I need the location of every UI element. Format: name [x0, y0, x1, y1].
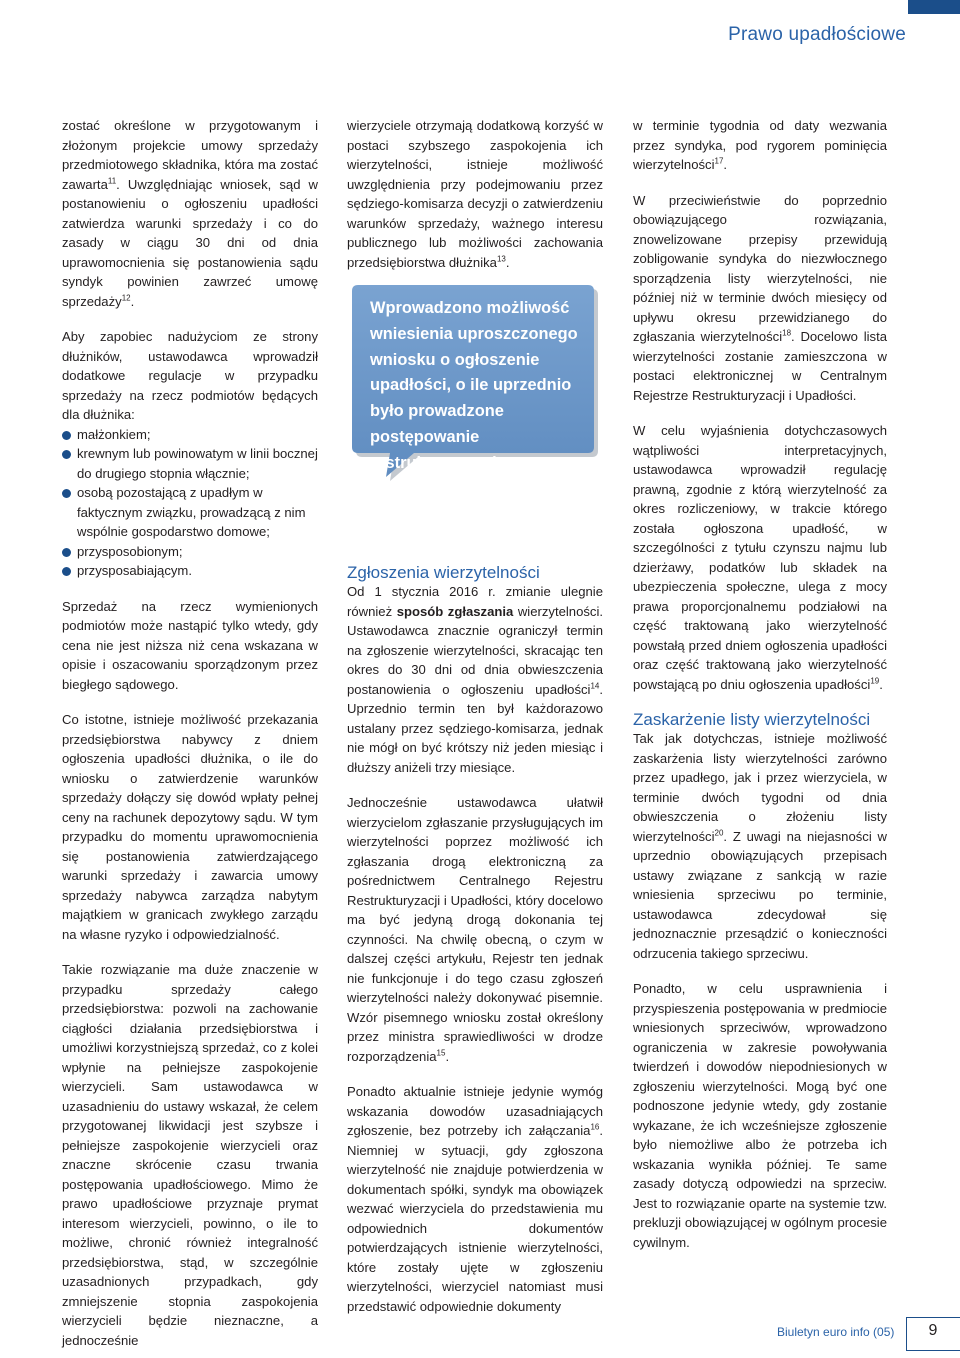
footnote-ref: 18: [782, 328, 792, 338]
footnote-ref: 19: [870, 676, 880, 686]
page-number: 9: [928, 1322, 938, 1339]
footnote-ref: 14: [590, 681, 600, 691]
footnote-ref: 16: [590, 1122, 600, 1132]
paragraph: [633, 116, 887, 175]
section-heading: Zaskarżenie listy wierzytelności: [633, 710, 871, 729]
paragraph: Ponadto, w celu usprawnienia i przyspieszenia postępowania w predmiocie wniesionych sprzeciwów, wprowadzono ograniczenia w zakresie powoływania twierdzeń i dowodów niepodniesionych w zgłoszeniu wierzytelności. Mogą być one podnoszone jedynie wtedy, gdy zostanie wykazane, że ich wcześniejsze zgłoszenie było niemożliwe albo że potrzeba ich wskazania wynikła później. Te same zasady dotyczą odpowiedzi na sprzeciw. Jest to rozwiązanie oparte na systemie tzw. prekluzji obowiązującej w ogólnym procesie cywilnym.: [633, 981, 887, 1250]
text-run: . Docelowo lista wierzytelności zostanie zamieszczona w postaci elektronicznej w Centralnym Rejestrze Restrukturyzacji i Upadłości.: [633, 329, 887, 403]
bullet-icon: [62, 450, 71, 459]
header-square: [908, 0, 960, 14]
footnote-ref: 20: [714, 828, 724, 838]
text-run: .: [723, 157, 728, 172]
list-item: [62, 425, 318, 445]
bullet-list: [62, 425, 318, 581]
text-run: . Niemniej w sytuacji, gdy zgłoszona wierzytelność nie znajduje potwierdzenia w dokumentach spółki, syndyk ma obowiązek wezwać wierzyciela do przedstawienia mu odpowiednich dokumentów potwierdzających istnienie wierzytelności, które zostały ujęte w zgłoszeniu wierzytelności, wierzyciel natomiast musi przedstawić odpowiednie dokumenty: [347, 1123, 603, 1314]
paragraph: [633, 191, 887, 406]
footnote-ref: 11: [107, 176, 117, 186]
text-run: Jednocześnie ustawodawca ułatwił wierzycielom zgłaszanie przysługujących im wierzytelności poprzez możliwość ich zgłaszania drogą elektroniczną za pośrednictwem Centralnego Rejestru Restrukturyzacji i Upadłości, który docelowo ma być jedyną drogą dokonania tej czynności. Na chwilę obecną, o czym w dalszej części artykułu, Rejestr ten jednak nie funkcjonuje i do tego czasu zgłoszeń wierzytelności należy dokonywać pisemnie. Wzór pisemnego wniosku został określony przez ministra sprawiedliwości w drodze rozporządzenia: [347, 795, 603, 1064]
footnote-ref: 12: [121, 293, 131, 303]
paragraph: Sprzedaż na rzecz wymienionych podmiotów może nastąpić tylko wtedy, gdy cena nie jest niższa niż cena wskazana w opisie i oszacowaniu sporządzonym przez biegłego sądowego.: [62, 598, 318, 692]
list-item: [62, 483, 318, 542]
paragraph: [347, 793, 603, 1066]
paragraph: [347, 1082, 603, 1316]
paragraph: Aby zapobiec nadużyciom ze strony dłużników, ustawodawca wprowadził dodatkowe regulacje w przypadku sprzedaży na rzecz podmiotów będących dla dłużnika:: [62, 329, 318, 422]
footnote-ref: 15: [436, 1048, 446, 1058]
text-run: w terminie tygodnia od daty wezwania przez syndyka, pod rygorem pominięcia wierzytelności: [633, 118, 887, 172]
column-2: [347, 116, 603, 272]
text-run: wierzyciele otrzymają dodatkową korzyść w postaci szybszego zaspokojenia ich wierzytelności, istnieje możliwość uwzględnienia przy podejmowaniu przez sędziego-komisarza decyzji o zatwierdzeniu warunków sprzedaży, ważnego interesu publicznego lub możliwości zachowania przedsiębiorstwa dłużnika: [347, 118, 603, 270]
text-run: .: [445, 1048, 450, 1064]
list-item-text: małżonkiem;: [77, 426, 151, 442]
callout-text: Wprowadzono możliwość wniesienia uproszczonego wniosku o ogłoszenie upadłości, o ile uprzednio było prowadzone postępowanie restrukturyzacyjne.: [370, 299, 578, 472]
paragraph: [347, 582, 603, 777]
text-run: W przeciwieństwie do poprzednio obowiązującego rozwiązania, znowelizowane przepisy przewidują zobligowanie syndyka do niezwłocznego sporządzenia listy wierzytelności, nie później niż w terminie dwóch miesięcy od upływu okresu przewidzianego do zgłaszania wierzytelności: [633, 192, 887, 344]
column-3: [633, 116, 887, 1252]
section-heading: Zgłoszenia wierzytelności: [347, 563, 540, 582]
text-run: Ponadto aktualnie istnieje jedynie wymóg wskazania dowodów uzasadniających zgłoszenie, bez potrzeby ich załączania: [347, 1084, 603, 1138]
text-run: Od 1 stycznia 2016 r. zmianie ulegnie również: [347, 584, 603, 619]
bullet-icon: [62, 431, 71, 440]
section-title: Prawo upadłościowe: [728, 24, 906, 45]
paragraph: [62, 116, 318, 311]
header-strip: [0, 0, 908, 14]
paragraph: [633, 421, 887, 694]
text-run: .: [505, 254, 510, 270]
publication-label: Biuletyn euro info (05): [777, 1325, 895, 1339]
text-run: .: [130, 293, 135, 309]
footnote-ref: 13: [496, 254, 506, 264]
bullet-icon: [62, 489, 71, 498]
paragraph: [347, 116, 603, 272]
list-item-text: osobą pozostającą z upadłym w faktycznym związku, prowadzącą z nim wspólnie gospodarstwo domowe;: [77, 485, 306, 539]
paragraph: Co istotne, istnieje możliwość przekazania przedsiębiorstwa nabywcy z dniem ogłoszenia upadłości dłużnika, o ile do wniosku o zatwierdzenie warunków sprzedaży dołączy się dowód wpłaty pełnej ceny na rachunek depozytowy sądu. W tym przypadku do momentu uprawomocnienia się postanowienia zatwierdzającego warunki sprzedaży i zawarcia umowy sprzedaży nabywca zarządza nabytym majątkiem w granicach zwykłego zarządu na własne ryzyko i odpowiedzialność.: [62, 712, 318, 942]
list-item-text: przysposobionym;: [77, 543, 183, 559]
bullet-icon: [62, 548, 71, 557]
list-item: [62, 542, 318, 562]
column-1: [62, 116, 318, 1350]
text-run: W celu wyjaśnienia dotychczasowych wątpliwości interpretacyjnych, ustawodawca wprowadził regulację prawną, zgodnie z którą wierzytelność za okres rozliczeniowy, w trakcie którego została ogłoszona upadłość, w szczególności z tytułu czynszu najmu lub dzierżawy, podatków lub składek na ubezpieczenia społeczne, ulega z mocy prawa proporcjonalnemu podziałowi na część traktowaną jako wierzytelność powstałą przed dniem ogłoszenia upadłości oraz część traktowaną jako wierzytelność powstającą po dniu ogłoszenia upadłości: [633, 423, 887, 692]
bold-text: sposób zgłaszania: [396, 603, 514, 619]
text-run: zostać określone w przygotowanym i złożonym projekcie umowy sprzedaży przedmiotowego składnika, która ma zostać zawarta: [62, 118, 318, 192]
text-run: Tak jak dotychczas, istnieje możliwość zaskarżenia listy wierzytelności zarówno przez upadłego, jak i przez wierzyciela, w terminie dwóch tygodni od dnia obwieszczenia o złożeniu listy wierzytelności: [633, 731, 887, 844]
list-item-text: krewnym lub powinowatym w linii bocznej do drugiego stopnia włącznie;: [77, 446, 318, 481]
text-run: wierzytelności. Ustawodawca znacznie ograniczył termin na zgłoszenie wierzytelności, skracając ten okres do 30 dni od dnia obwieszczenia postanowienia o ogłoszeniu upadłości: [347, 603, 603, 697]
paragraph: Takie rozwiązanie ma duże znaczenie w przypadku sprzedaży całego przedsiębiorstwa: pozwoli na zachowanie ciągłości działania przedsiębiorstwa i umożliwi korzystniejszą sprzedaż, co z kolei wpłynie na pełniejsze zaspokojenie wierzycieli. Sam ustawodawca w uzasadnieniu do ustawy wskazał, że celem przygotowanej likwidacji jest szybsze i pełniejsze zaspokojenie wierzycieli oraz znaczne skrócenie czasu trwania postępowania upadłościowego. Mimo że prawo upadłościowe przyznaje prymat interesom wierzycieli, powinno, o ile to możliwe, chronić również integralność przedsiębiorstwa, stąd, w szczególnie uzasadnionych przypadkach, gdy zmniejszenie stopnia zaspokojenia wierzycieli będzie nieznaczne, a jednocześnie: [62, 962, 318, 1348]
text-run: . Z uwagi na niejasności w uprzednio obowiązujących przepisach ustawy związane z sankcją w razie wniesienia sprzeciwu po terminie, ustawodawca zdecydował się jednoznacznie przesądzić o konieczności odrzucenia takiego sprzeciwu.: [633, 828, 887, 961]
text-run: .: [879, 676, 883, 692]
bullet-icon: [62, 567, 71, 576]
paragraph: [633, 729, 887, 963]
list-item: [62, 561, 318, 581]
text-run: . Uwzględniając wniosek, sąd w postanowieniu o ogłoszeniu upadłości zatwierdza warunki sprzedaży i co do zasady w ciągu 30 dni od dnia uprawomocnienia się postanowienia sądu syndyk powinien zawrzeć umowę sprzedaży: [62, 176, 318, 309]
list-item: [62, 444, 318, 483]
footnote-ref: 17: [714, 156, 724, 166]
list-item-text: przysposabiającym.: [77, 563, 192, 578]
text-run: . Uprzednio termin ten był każdorazowo ustalany przez sędziego-komisarza, jednak nie mógł on być krótszy niż jeden miesiąc i dłuższy aniżeli trzy miesiące.: [347, 681, 603, 775]
column-2-lower: [347, 563, 603, 1316]
